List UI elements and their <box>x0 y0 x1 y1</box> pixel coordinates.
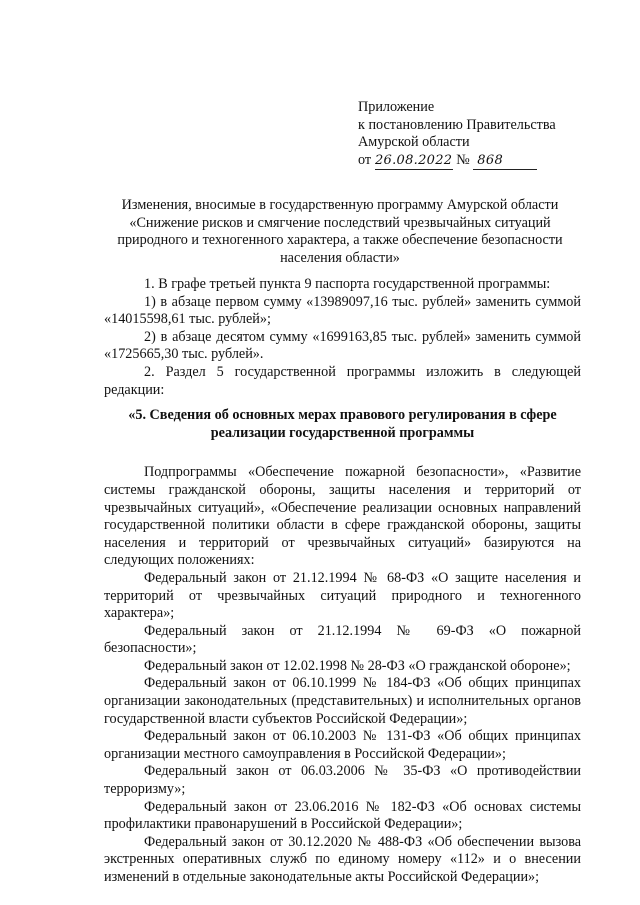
law-184-fz: Федеральный закон от 06.10.1999 № 184-ФЗ «Об общих принципах организации законодательных (представительных) и исполнительных органов государственной власти субъектов Российской Федерации»; <box>104 675 581 727</box>
law-131-fz: Федеральный закон от 06.10.2003 № 131-ФЗ «Об общих принципах организации местного самоуправления в Российской Федерации»; <box>104 728 581 762</box>
law-35-fz: Федеральный закон от 06.03.2006 № 35-ФЗ «О противодействии терроризму»; <box>104 763 581 798</box>
document-body <box>104 276 581 887</box>
appendix-date-line <box>358 152 556 171</box>
law-182-fz: Федеральный закон от 23.06.2016 № 182-ФЗ «Об основах системы профилактики правонарушений в Российской Федерации»; <box>104 798 581 833</box>
handwritten-number: 868 <box>473 152 537 171</box>
appendix-resolution-line: к постановлению Правительства <box>358 116 556 133</box>
law-28-fz: Федеральный закон от 12.02.1998 № 28-ФЗ «О гражданской обороне»; <box>144 657 571 674</box>
title-line-2: «Снижение рисков и смягчение последствий чрезвычайных ситуаций <box>129 214 551 231</box>
title-line-1: Изменения, вносимые в государственную программу Амурской области <box>121 197 559 213</box>
title-line-4: населения области» <box>280 249 400 266</box>
paragraph-1: 1. В графе третьей пункта 9 паспорта государственной программы: <box>144 276 551 292</box>
paragraph-2: 1) в абзаце первом сумму «13989097,16 тыс. рублей» заменить суммой «14015598,61 тыс. рублей»; <box>104 293 581 328</box>
date-prefix: от <box>358 151 372 168</box>
law-69-fz: Федеральный закон от 21.12.1994 № 69-ФЗ «О пожарной безопасности»; <box>104 622 581 657</box>
section-title: «5. Сведения об основных мерах правового регулирования в сфере реализации государственной программы <box>128 407 557 441</box>
paragraph-4: 2. Раздел 5 государственной программы изложить в следующей редакции: <box>104 363 581 398</box>
paragraph-5: Подпрограммы «Обеспечение пожарной безопасности», «Развитие системы гражданской обороны, защиты населения и территорий от чрезвычайных ситуаций», «Обеспечение реализации основных направлений государственной политики области в сфере гражданской обороны, защиты населения и территорий от чрезвычайных ситуаций» базируются на следующих положениях: <box>104 464 581 569</box>
title-line-3: природного и техногенного характера, а также обеспечение безопасности <box>117 232 563 249</box>
law-488-fz: Федеральный закон от 30.12.2020 № 488-ФЗ «Об обеспечении вызова экстренных оперативных служб по единому номеру «112» и о внесении изменений в отдельные законодательные акты Российской Федерации»; <box>104 833 581 885</box>
paragraph-3: 2) в абзаце десятом сумму «1699163,85 тыс. рублей» заменить суммой «1725665,30 тыс. рублей». <box>104 328 581 363</box>
appendix-heading: Приложение <box>358 99 435 115</box>
document-title <box>110 197 570 267</box>
appendix-region-line: Амурской области <box>358 134 470 151</box>
handwritten-date: 26.08.2022 <box>375 152 453 171</box>
appendix-block <box>358 99 556 170</box>
number-sign: № <box>456 151 470 168</box>
law-68-fz: Федеральный закон от 21.12.1994 № 68-ФЗ «О защите населения и территорий от чрезвычайных ситуаций природного и техногенного характера»; <box>104 569 581 622</box>
